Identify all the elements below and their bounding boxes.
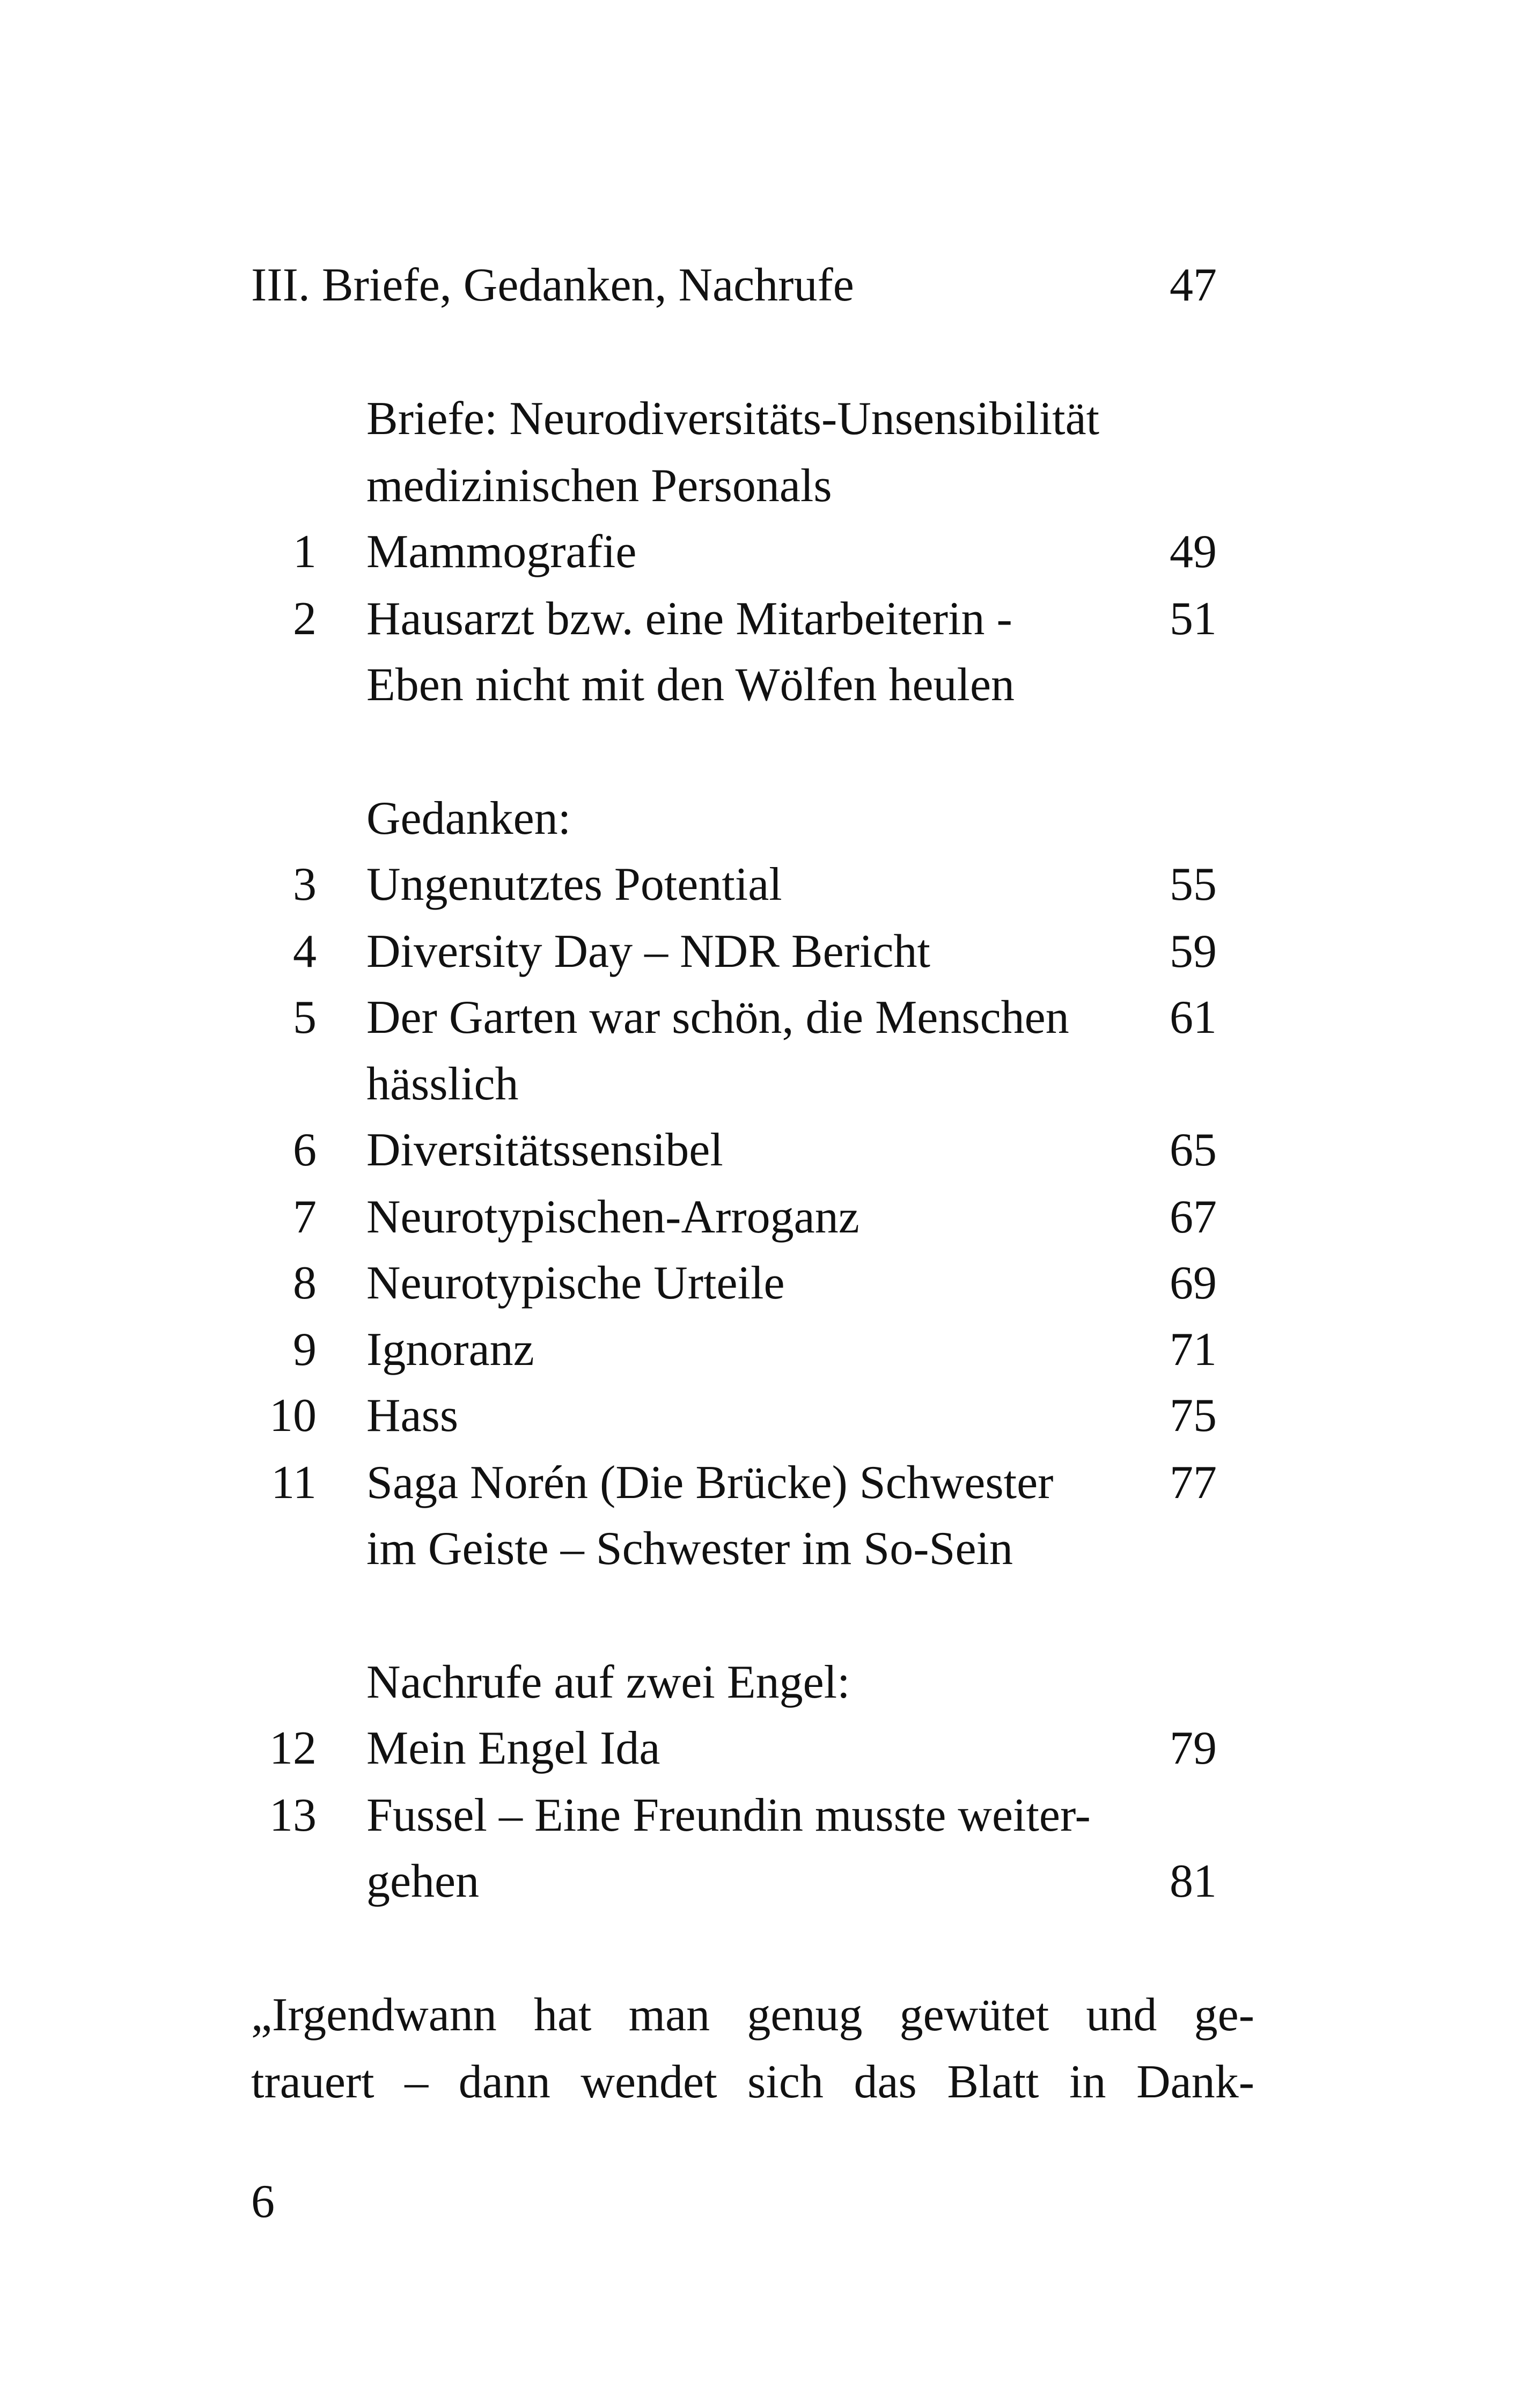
entry-number: 4 — [293, 926, 317, 978]
entry-number: 3 — [293, 858, 317, 911]
entry-title: Ungenutztes Potential — [366, 858, 782, 911]
entry-title: Hausarzt bzw. eine Mitarbeiterin - — [366, 593, 1012, 645]
entry-number: 9 — [293, 1324, 317, 1376]
entry-title: Mammografie — [366, 526, 637, 578]
entry-title: Ignoranz — [366, 1324, 534, 1376]
entry-page: 61 — [1170, 992, 1217, 1044]
entry-number: 6 — [293, 1124, 317, 1176]
entry-number: 2 — [293, 593, 317, 645]
entry-page: 79 — [1170, 1722, 1217, 1774]
quote-line-1 — [251, 1989, 1254, 2041]
page-number: 6 — [251, 2176, 275, 2228]
entry-page: 81 — [1170, 1855, 1217, 1907]
entry-title: Fussel – Eine Freundin musste weiter- — [366, 1789, 1091, 1841]
group-heading-nachrufe: Nachrufe auf zwei Engel: — [366, 1656, 850, 1708]
entry-page: 59 — [1170, 926, 1217, 978]
entry-number: 11 — [271, 1457, 317, 1509]
entry-page: 65 — [1170, 1124, 1217, 1176]
entry-page: 49 — [1170, 526, 1217, 578]
group-heading-briefe-line1: Briefe: Neurodiversitäts-Unsensibilität — [366, 393, 1100, 445]
section-page-number: 47 — [1170, 259, 1217, 311]
entry-number: 10 — [269, 1390, 317, 1442]
entry-title-continuation: Eben nicht mit den Wölfen heulen — [366, 659, 1015, 711]
quote-line-2 — [251, 2056, 1254, 2108]
entry-page: 67 — [1170, 1191, 1217, 1243]
section-title: III. Briefe, Gedanken, Nachrufe — [251, 259, 854, 311]
entry-number: 5 — [293, 992, 317, 1044]
entry-title-continuation: im Geiste – Schwester im So-Sein — [366, 1523, 1013, 1575]
quote-text: trauert – dann wendet sich das Blatt in Dank- — [251, 2056, 1254, 2108]
entry-title: Diversitätssensibel — [366, 1124, 723, 1176]
entry-number: 1 — [293, 526, 317, 578]
entry-page: 69 — [1170, 1257, 1217, 1309]
entry-title: Der Garten war schön, die Menschen — [366, 992, 1069, 1044]
group-heading-gedanken: Gedanken: — [366, 792, 571, 845]
quote-text: „Irgendwann hat man genug gewütet und ge- — [251, 1989, 1254, 2041]
entry-title: Neurotypische Urteile — [366, 1257, 785, 1309]
group-heading-briefe-line2: medizinischen Personals — [366, 460, 832, 512]
entry-page: 77 — [1170, 1457, 1217, 1509]
entry-title: Diversity Day – NDR Bericht — [366, 926, 930, 978]
entry-number: 13 — [269, 1789, 317, 1841]
entry-number: 8 — [293, 1257, 317, 1309]
entry-title-continuation: hässlich — [366, 1058, 519, 1110]
entry-number: 7 — [293, 1191, 317, 1243]
entry-page: 51 — [1170, 593, 1217, 645]
entry-number: 12 — [269, 1722, 317, 1774]
entry-page: 55 — [1170, 858, 1217, 911]
entry-page: 75 — [1170, 1390, 1217, 1442]
entry-title: Neurotypischen-Arroganz — [366, 1191, 859, 1243]
entry-page: 71 — [1170, 1324, 1217, 1376]
entry-title: Mein Engel Ida — [366, 1722, 660, 1774]
entry-title: Hass — [366, 1390, 459, 1442]
entry-title: Saga Norén (Die Brücke) Schwester — [366, 1457, 1054, 1509]
entry-title-continuation: gehen — [366, 1855, 480, 1907]
